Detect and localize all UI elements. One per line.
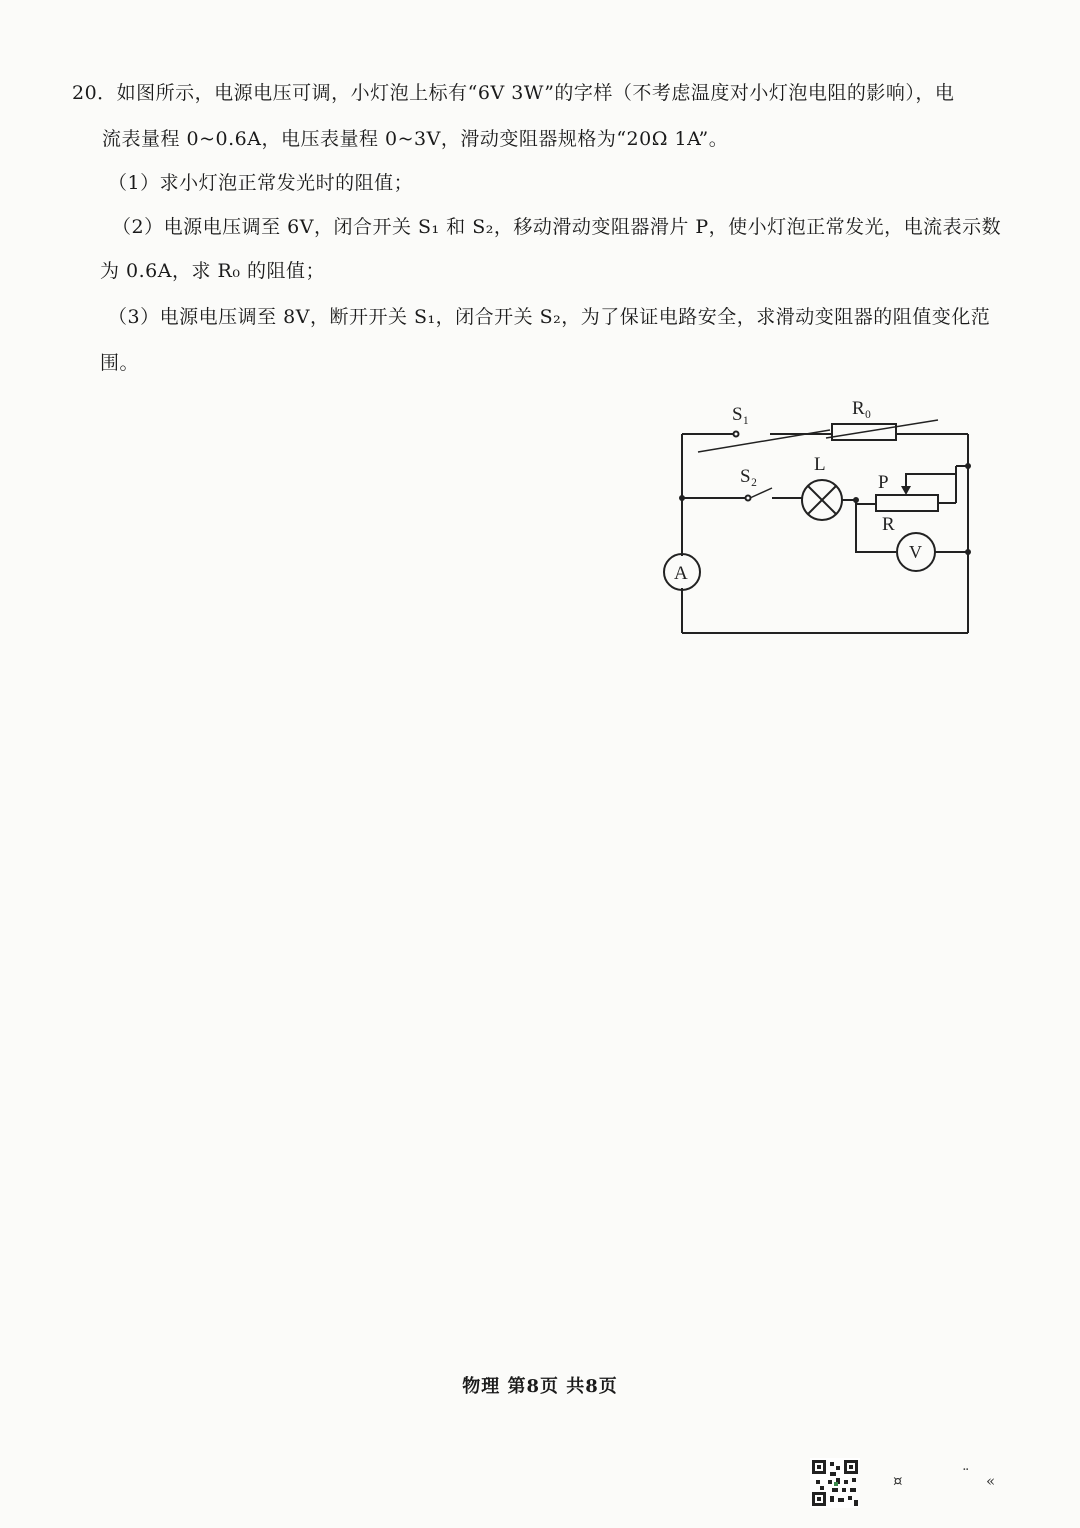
- page-footer: 物理 第8页 共8页: [462, 1376, 618, 1397]
- lamp-label: L: [814, 454, 826, 475]
- question-part-3-continued: 围。: [100, 352, 140, 374]
- corner-mark-2: ¨: [962, 1466, 970, 1484]
- junction-right-top: [965, 463, 971, 469]
- rheostat-r: [876, 495, 938, 511]
- s2-contact: [746, 496, 751, 501]
- corner-mark-3: «: [986, 1472, 996, 1490]
- qr-code-icon: [810, 1458, 860, 1508]
- sketch-line: [826, 420, 938, 438]
- question-part-1: （1）求小灯泡正常发光时的阻值；: [108, 172, 414, 194]
- slider-arrow-icon: [901, 486, 911, 495]
- ammeter-label: A: [674, 563, 688, 584]
- corner-mark-1: ¤: [893, 1472, 903, 1490]
- switch-s2-blade: [750, 488, 772, 498]
- rheostat-label: R: [882, 514, 895, 535]
- junction-right-mid: [965, 549, 971, 555]
- circuit-diagram: [650, 390, 990, 645]
- s1-contact: [734, 432, 739, 437]
- s2-label: S₂: [740, 466, 758, 487]
- question-part-2-continued: 为 0.6A，求 R₀ 的阻值；: [100, 260, 325, 282]
- s1-label: S₁: [732, 404, 750, 425]
- question-line-1: 20．如图所示，电源电压可调，小灯泡上标有“6V 3W”的字样（不考虑温度对小灯泡电阻的影响），电: [72, 82, 955, 104]
- voltmeter-label: V: [909, 542, 922, 562]
- question-line-2: 流表量程 0~0.6A，电压表量程 0~3V，滑动变阻器规格为“20Ω 1A”。: [102, 128, 729, 150]
- question-part-3: （3）电源电压调至 8V，断开开关 S₁，闭合开关 S₂，为了保证电路安全，求滑动变阻器的阻值变化范: [108, 306, 991, 328]
- slider-label: P: [878, 472, 889, 493]
- slider-wire: [906, 474, 956, 503]
- r0-label: R₀: [852, 398, 872, 419]
- question-part-2: （2）电源电压调至 6V，闭合开关 S₁ 和 S₂，移动滑动变阻器滑片 P，使小灯泡正常发光，电流表示数: [112, 216, 1002, 238]
